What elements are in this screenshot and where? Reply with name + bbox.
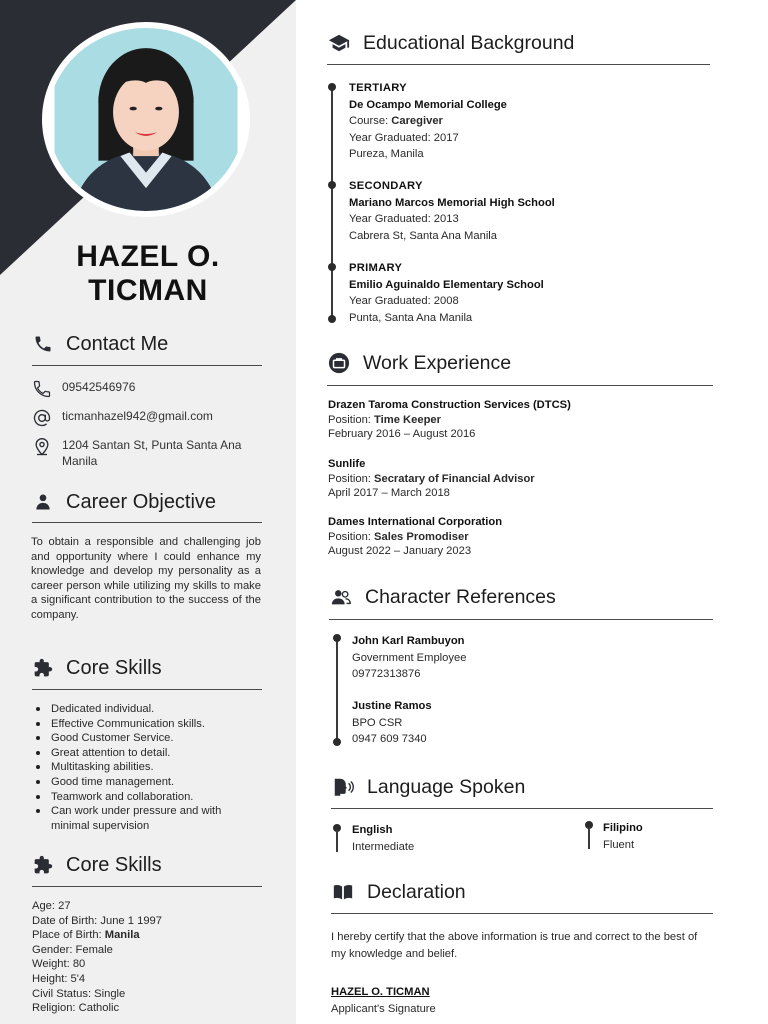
street-address: 1204 Santan St, Punta Santa Ana Manila	[62, 438, 242, 468]
education-divider	[327, 64, 710, 65]
list-item: Good Customer Service.	[32, 731, 262, 746]
school-location: Cabrera St, Santa Ana Manila	[349, 229, 498, 242]
language-entry	[603, 820, 643, 853]
company-name: Dames International Corporation	[328, 516, 503, 528]
signature-label: Applicant's Signature	[331, 1002, 436, 1015]
language-level: Fluent	[603, 838, 635, 851]
position-label: Position:	[328, 472, 375, 485]
education-timeline	[331, 88, 333, 320]
people-icon	[329, 585, 353, 609]
phone-number[interactable]: 09542546976	[62, 380, 136, 394]
declaration-heading-title: Declaration	[367, 880, 466, 903]
company-name: Sunlife	[328, 458, 366, 470]
year-graduated: Year Graduated: 2008	[349, 295, 459, 307]
year-graduated: Year Graduated: 2013	[349, 213, 459, 225]
language-heading-title: Language Spoken	[367, 775, 526, 798]
objective-heading-title: Career Objective	[66, 490, 217, 513]
contact-phone	[32, 379, 262, 399]
declaration-heading	[331, 878, 466, 906]
school-name: Mariano Marcos Memorial High School	[349, 196, 555, 209]
education-heading-title: Educational Background	[363, 31, 575, 54]
timeline-dot	[328, 315, 336, 323]
signature-name: HAZEL O. TICMAN	[331, 986, 430, 998]
references-heading-title: Character References	[365, 585, 556, 608]
job-entry	[328, 457, 535, 501]
education-heading	[327, 29, 574, 57]
contact-divider	[32, 365, 262, 366]
civil-status: Civil Status: Single	[32, 987, 126, 1000]
list-item: Can work under pressure and with minimal supervision	[32, 804, 262, 833]
course	[349, 113, 507, 130]
reference-entry	[352, 698, 432, 748]
email-address[interactable]: ticmanhazel942@gmail.com	[62, 409, 213, 423]
list-item: Teamwork and collaboration.	[32, 790, 262, 805]
list-item: Effective Communication skills.	[32, 717, 262, 732]
contact-email	[32, 408, 262, 428]
contact-heading-title: Contact Me	[66, 332, 169, 355]
job-dates: August 2022 – January 2023	[328, 545, 472, 558]
education-level: TERTIARY	[349, 82, 407, 94]
education-level: SECONDARY	[349, 180, 423, 192]
work-heading	[327, 349, 511, 377]
language-heading	[331, 773, 525, 801]
education-level: PRIMARY	[349, 262, 403, 274]
timeline-dot	[328, 83, 336, 91]
left-sidebar	[0, 0, 296, 1024]
references-timeline	[336, 638, 338, 742]
declaration-divider	[331, 913, 713, 914]
position-label: Position:	[328, 530, 375, 543]
weight: Weight: 80	[32, 958, 86, 971]
job-position	[328, 530, 502, 545]
reference-role: Government Employee	[352, 651, 467, 664]
timeline-dot	[333, 738, 341, 746]
phone-outline-icon	[32, 379, 52, 399]
date-of-birth: Date of Birth: June 1 1997	[32, 914, 162, 927]
objective-text: To obtain a responsible and challenging job and opportunity where I could enhance my knowledge and develop my personality as a career person while utilizing my skills to make a significant contribution to the success of the company.	[31, 536, 261, 621]
contact-heading	[32, 329, 262, 359]
language-name: English	[352, 824, 393, 836]
signature-block	[331, 984, 436, 1017]
contact-address	[32, 437, 262, 469]
reference-entry	[352, 633, 466, 683]
course-value: Caregiver	[391, 115, 443, 127]
at-sign-icon	[32, 408, 52, 428]
education-primary	[349, 260, 544, 326]
personal-divider	[32, 886, 262, 887]
speaking-head-icon	[331, 775, 355, 799]
phone-icon	[32, 333, 54, 355]
references-divider	[329, 619, 713, 620]
job-dates: April 2017 – March 2018	[328, 487, 450, 500]
school-name: Emilio Aguinaldo Elementary School	[349, 278, 544, 291]
open-book-icon	[331, 880, 355, 904]
reference-name: Justine Ramos	[352, 700, 432, 712]
candidate-name	[0, 240, 296, 308]
education-secondary	[349, 178, 555, 244]
religion: Religion: Catholic	[32, 1002, 120, 1015]
skills-divider	[32, 689, 262, 690]
personal-heading-title: Core Skills	[66, 853, 162, 876]
birth-place-value: Manila	[104, 929, 140, 942]
profile-photo	[42, 22, 250, 217]
list-item: Good time management.	[32, 775, 262, 790]
birth-place-label: Place of Birth:	[32, 929, 105, 942]
language-divider	[331, 808, 713, 809]
place-of-birth	[32, 928, 262, 943]
position-value: Secratary of Financial Advisor	[374, 472, 535, 485]
position-value: Sales Promodiser	[374, 530, 469, 543]
language-entry	[352, 822, 414, 855]
location-pin-icon	[32, 437, 52, 457]
skills-heading	[32, 653, 262, 683]
timeline-dot	[328, 181, 336, 189]
course-label: Course:	[349, 115, 392, 127]
objective-divider	[32, 522, 262, 523]
gender: Gender: Female	[32, 943, 113, 956]
work-heading-title: Work Experience	[363, 351, 512, 374]
timeline-dot	[328, 263, 336, 271]
position-value: Time Keeper	[374, 413, 441, 426]
reference-name: John Karl Rambuyon	[352, 635, 465, 647]
briefcase-icon	[327, 351, 351, 375]
work-divider	[327, 385, 713, 386]
job-position	[328, 472, 535, 487]
language-level: Intermediate	[352, 840, 415, 853]
person-icon	[32, 491, 54, 513]
education-tertiary	[349, 80, 507, 163]
person-portrait-icon	[48, 28, 244, 211]
declaration-text: I hereby certify that the above information is true and correct to the best of my knowledge and belief.	[331, 931, 698, 960]
school-location: Pureza, Manila	[349, 148, 424, 160]
age: Age: 27	[32, 900, 71, 912]
skills-heading-title: Core Skills	[66, 656, 162, 679]
list-item: Multitasking abilities.	[32, 760, 262, 775]
school-location: Punta, Santa Ana Manila	[349, 311, 473, 324]
height: Height: 5'4	[32, 972, 86, 985]
puzzle-icon	[32, 657, 54, 679]
list-item: Great attention to detail.	[32, 746, 262, 761]
references-heading	[329, 583, 556, 611]
skills-list	[32, 702, 262, 833]
objective-heading	[32, 487, 262, 517]
personal-info	[32, 899, 262, 1016]
position-label: Position:	[328, 413, 375, 426]
job-entry	[328, 515, 502, 559]
graduation-cap-icon	[327, 31, 351, 55]
timeline-dot	[333, 634, 341, 642]
puzzle-icon	[32, 854, 54, 876]
job-position	[328, 413, 571, 428]
reference-phone[interactable]: 0947 609 7340	[352, 733, 427, 745]
school-name: De Ocampo Memorial College	[349, 98, 507, 111]
name-line-1: HAZEL O.	[76, 240, 220, 273]
year-graduated: Year Graduated: 2017	[349, 131, 459, 144]
reference-phone[interactable]: 09772313876	[352, 668, 421, 680]
job-dates: February 2016 – August 2016	[328, 428, 476, 441]
company-name: Drazen Taroma Construction Services (DTCS)	[328, 399, 571, 411]
list-item: Dedicated individual.	[32, 702, 262, 717]
language-bar	[588, 827, 590, 849]
language-name: Filipino	[603, 822, 643, 834]
job-entry	[328, 398, 571, 442]
language-bar	[336, 830, 338, 852]
reference-role: BPO CSR	[352, 716, 403, 729]
name-line-2: TICMAN	[88, 274, 208, 307]
personal-heading	[32, 850, 262, 880]
